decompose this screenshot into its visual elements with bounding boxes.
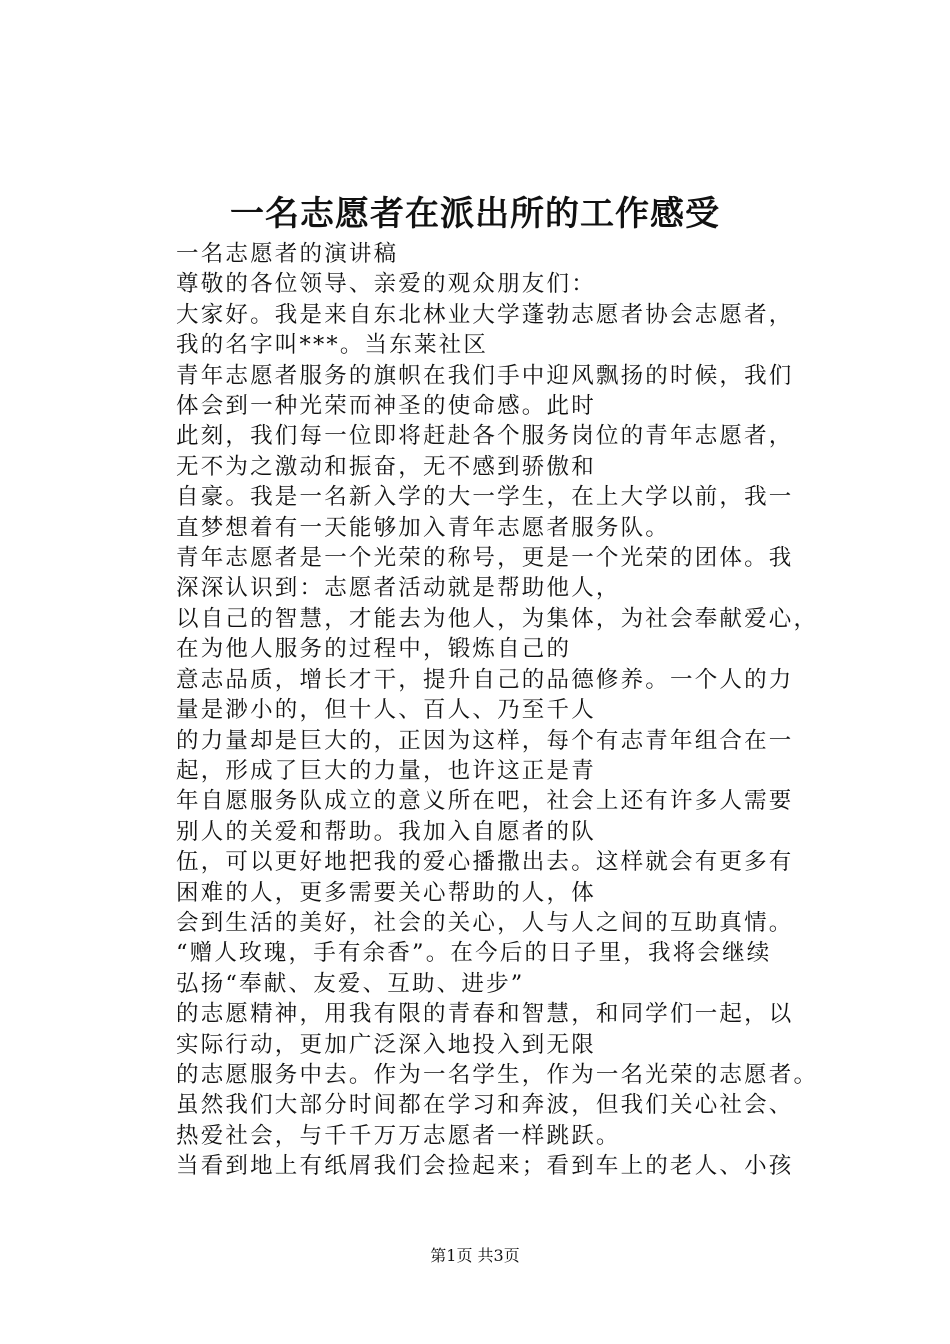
paragraph-line: 实际行动，更加广泛深入地投入到无限 [176,1031,596,1058]
paragraph [131,1151,841,1181]
paragraph-line: 的志愿服务中去。作为一名学生，作为一名光荣的志愿者。 [176,1061,819,1088]
paragraph-line: 弘扬“奉献、友爱、互助、进步” [176,970,525,997]
paragraph-line: 别人的关爱和帮助。我加入自愿者的队 [176,818,596,845]
paragraph-line: 困难的人，更多需要关心帮助的人，体 [176,879,596,906]
paragraph [131,786,841,847]
paragraph-line: “赠人玫瑰，手有余香”。在今后的日子里，我将会继续 [176,940,772,967]
document-title: 一名志愿者在派出所的工作感受 [230,194,720,234]
paragraph [131,543,841,604]
paragraph [131,300,841,361]
paragraph [131,1121,841,1151]
page-footer: 第1页 共3页 [430,1246,520,1265]
paragraph-line: 当看到地上有纸屑我们会捡起来；看到车上的老人、小孩 [176,1153,794,1180]
paragraph-line: 青年志愿者是一个光荣的称号，更是一个光荣的团体。我 [176,545,794,572]
paragraph-line: 直梦想着有一天能够加入青年志愿者服务队。 [176,514,671,541]
paragraph-line: 起，形成了巨大的力量，也许这正是青 [176,757,596,784]
paragraph-line: 尊敬的各位领导、亲爱的观众朋友们： [176,271,596,298]
paragraph-line: 此刻，我们每一位即将赶赴各个服务岗位的青年志愿者， [176,423,794,450]
paragraph [131,269,841,299]
paragraph-line: 一名志愿者的演讲稿 [176,241,399,267]
paragraph [131,726,841,787]
paragraph [131,604,841,665]
paragraph [131,847,841,908]
paragraph [131,665,841,726]
paragraph-line: 年自愿服务队成立的意义所在吧，社会上还有许多人需要 [176,788,794,815]
paragraph-line: 以自己的智慧，才能去为他人，为集体，为社会奉献爱心， [176,605,819,632]
paragraph-line: 大家好。我是来自东北林业大学蓬勃志愿者协会志愿者， [176,301,794,328]
paragraph-line: 深深认识到：志愿者活动就是帮助他人， [176,575,621,602]
paragraph-line: 虽然我们大部分时间都在学习和奔波，但我们关心社会、 [176,1092,794,1119]
paragraph-line: 在为他人服务的过程中，锻炼自己的 [176,636,572,663]
paragraph [131,938,841,999]
paragraph [131,361,841,422]
paragraph-line: 我的名字叫***。当东莱社区 [176,332,489,359]
paragraph-line: 体会到一种光荣而神圣的使命感。此时 [176,393,596,420]
paragraph-line: 无不为之激动和振奋，无不感到骄傲和 [176,453,596,480]
paragraph [131,421,841,482]
paragraph [131,999,841,1060]
paragraph-line: 的力量却是巨大的，正因为这样，每个有志青年组合在一 [176,727,794,754]
paragraph-line: 青年志愿者服务的旗帜在我们手中迎风飘扬的时候，我们 [176,362,794,389]
paragraph [131,482,841,543]
paragraph-line: 的志愿精神，用我有限的青春和智慧，和同学们一起，以 [176,1001,794,1028]
paragraph-line: 意志品质，增长才干，提升自己的品德修养。一个人的力 [176,666,794,693]
paragraph [131,239,841,269]
paragraph [131,908,841,938]
paragraph-line: 热爱社会，与千千万万志愿者一样跳跃。 [176,1122,621,1149]
paragraph-line: 量是渺小的，但十人、百人、乃至千人 [176,697,596,724]
paragraph-line: 会到生活的美好，社会的关心，人与人之间的互助真情。 [176,909,794,936]
paragraph [131,1060,841,1121]
document-body [131,239,841,1182]
paragraph-line: 自豪。我是一名新入学的大一学生，在上大学以前，我一 [176,484,794,511]
paragraph-line: 伍，可以更好地把我的爱心播撒出去。这样就会有更多有 [176,849,794,876]
